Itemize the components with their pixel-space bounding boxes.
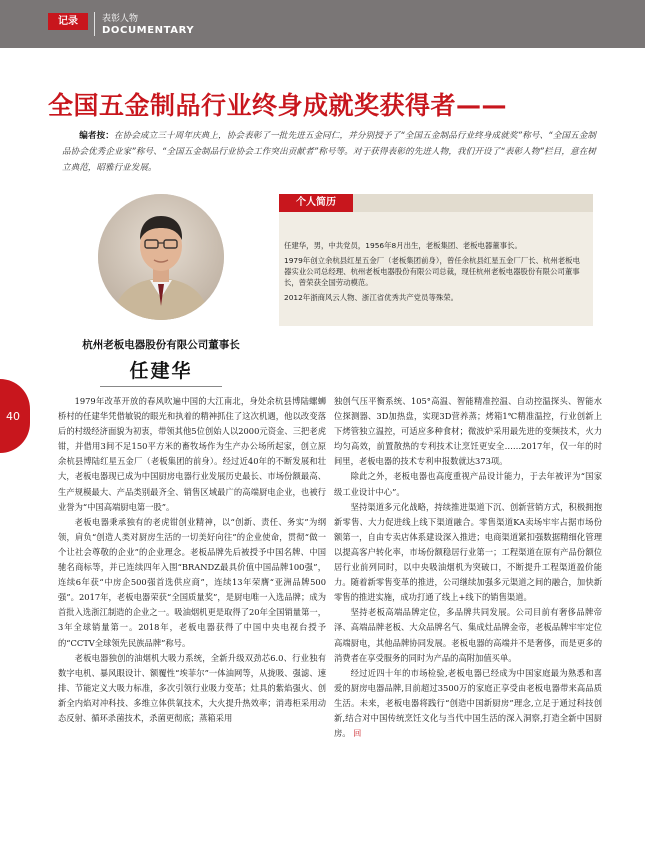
profile-text (284, 240, 586, 307)
portrait-illustration (98, 194, 224, 320)
body-column-right (334, 394, 602, 741)
profile-paragraph: 2012年浙商风云人物、浙江省优秀共产党员等殊荣。 (284, 293, 459, 302)
page-number-tab (0, 379, 30, 453)
end-mark-icon: 回 (353, 729, 362, 739)
header-divider (94, 12, 95, 36)
portrait-photo (98, 194, 224, 320)
body-paragraph: 除此之外，老板电器也高度重视产品设计能力，于去年被评为“国家级工业设计中心”。 (334, 471, 602, 497)
body-paragraph: 独创气压平衡系统、105°高温、智能精准控温、自动控温探头、智能水位探测器、3D加热盘，实现3D营养蒸；烤箱1℃精准温控，行业创新上下烤管独立温控，可适应多种食材；微波炉采用最先进的变频技术，火力均匀高效，前置散热的专利技术让烹饪更安全……2017年，仅一年的时间里，老板电器的技术专利申报数就达373项。 (334, 396, 602, 467)
profile-paragraph: 任建华，男，中共党员，1956年8月出生，老板集团、老板电器董事长。 (284, 241, 522, 250)
page-number: 40 (6, 409, 20, 423)
body-paragraph-text: 经过近四十年的市场检验,老板电器已经成为中国家庭最为熟悉和喜爱的厨房电器品牌,目前超过3500万的家庭正享受由老板电器带来高品质生活。未来，老板电器将践行“创造中国新厨房”理念,立足于通过科技创新,结合对中国传统烹饪文化与当代中国生活的深入洞察,打造全新中国厨房。 (334, 667, 602, 739)
editor-note-label: 编者按： (79, 131, 114, 141)
caption-person-name: 任建华 (129, 360, 193, 382)
body-paragraph: 坚持渠道多元化战略，持续推进渠道下沉、创新营销方式，积极拥抱新零售、大力促进线上线下渠道融合。零售渠道KA卖场牢牢占据市场份额第一，自由专卖店体系建设深入推进；电商渠道紧扣强数据精细化管理以提高客户转化率，市场份额稳居行业第一；工程渠道在原有产品份额位居行业前列同时，以中央吸油烟机为突破口，不断提升工程渠道盈价能力。随着新零售变革的推进，公司继续加强多元渠道之间的融合，加快新零售的推进实施，成功打通了线上+线下的销售渠道。 (334, 501, 602, 603)
profile-tab-label: 个人简历 (279, 194, 353, 212)
profile-header-bar (353, 194, 593, 212)
body-column-left (58, 394, 326, 726)
section-name-en: DOCUMENTARY (102, 25, 195, 36)
section-name-cn: 表彰人物 (102, 14, 139, 24)
editor-note-text: 在协会成立三十周年庆典上，协会表彰了一批先进五金同仁，并分别授予了“全国五金制品行业终身成就奖”称号、“全国五金制品协会优秀企业家”称号、“全国五金制品行业协会工作突出贡献者”称号等。对于获得表彰的先进人物，我们开设了“表彰人物”栏目，意在树立典范，昭雅行业发展。 (62, 131, 596, 173)
header-band (0, 0, 645, 48)
article-title: 全国五金制品行业终身成就奖获得者—— (48, 91, 508, 120)
editor-note (62, 128, 596, 176)
body-paragraph: 老板电器独创的油烟机大吸力系统，全新升级双劲芯6.0、行业独有数字电机、暴风眼设计、额覆性“埃菲尔”一体油网等，从拢吸、强滤、速排、节能定义大吸力标准，多次引领行业吸力变革；灶具的紫焰强火、创新全内焰对冲科技、多维立体供氧技术，大火提升热效率；消毒柜采用动态反射、循环杀菌技术，杀菌更彻底；蒸箱采用 (58, 652, 326, 723)
body-paragraph-last (334, 666, 602, 741)
body-paragraph: 老板电器秉承独有的老虎钳创业精神，以“创新、责任、务实”为纲领，肩负“创造人类对厨房生活的一切美好向往”的企业使命，贯彻“做一个让社会尊敬的企业”的企业理念。老板品牌先后被授予中国名牌、中国驰名商标等，并已连续四年入围“BRANDZ最具价值中国品牌100强”，连续6年获“中房企500强首选供应商”，连续13年荣膺“亚洲品牌500强”。2017年，老板电器荣获“全国质量奖”，是厨电唯一入选品牌；成为首批入选浙江制造的企业之一。吸油烟机更是取得了20年全国销量第一，3年全球销量第一。2018年，老板电器获得了中国中央电视台授予的“CCTV全球领先民族品牌”称号。 (58, 516, 326, 648)
body-paragraph: 坚持老板高端品牌定位，多品牌共同发展。公司目前有奢侈品牌帝泽、高端品牌老板、大众品牌名气、集成灶品牌金帝，老板品牌牢牢定位高端厨电，其他品牌协同发展。老板电器的高端并不是奢侈，而是更多的消费者在享受服务的同时为产品的高附加值买单。 (334, 607, 602, 663)
body-paragraph: 1979年改革开放的春风吹遍中国的大江南北，身处余杭县博陆螺蛳桥村的任建华凭借敏锐的眼光和执着的精神抓住了这次机遇，他以改变落后的村级经济面貌为初衷，带领其他5位创始人以2000元资金、三把老虎钳，并借用3间不足150平方米的畜牧场作为生产办公场所起家，创立原余杭县博陆红星五金厂（老板集团的前身）。经过近40年的不断发展和壮大，老板电器现已成为中国厨房电器行业发展历史最长、市场份额最高、生产规模最大、产品类别最齐全、销售区域最广的高端厨电企业，也被行业誉为“中国高端厨电第一股”。 (58, 396, 326, 512)
caption-company: 杭州老板电器股份有限公司董事长 (82, 339, 240, 351)
section-tag: 记录 (48, 13, 88, 30)
caption-underline (100, 386, 222, 387)
profile-paragraph: 1979年创立余杭县红星五金厂（老板集团前身），曾任余杭县红星五金厂厂长、杭州老板电器实业公司总经理、杭州老板电器股份有限公司总裁，现任杭州老板电器股份有限公司董事长，曾荣获全国劳动模范。 (284, 256, 580, 287)
